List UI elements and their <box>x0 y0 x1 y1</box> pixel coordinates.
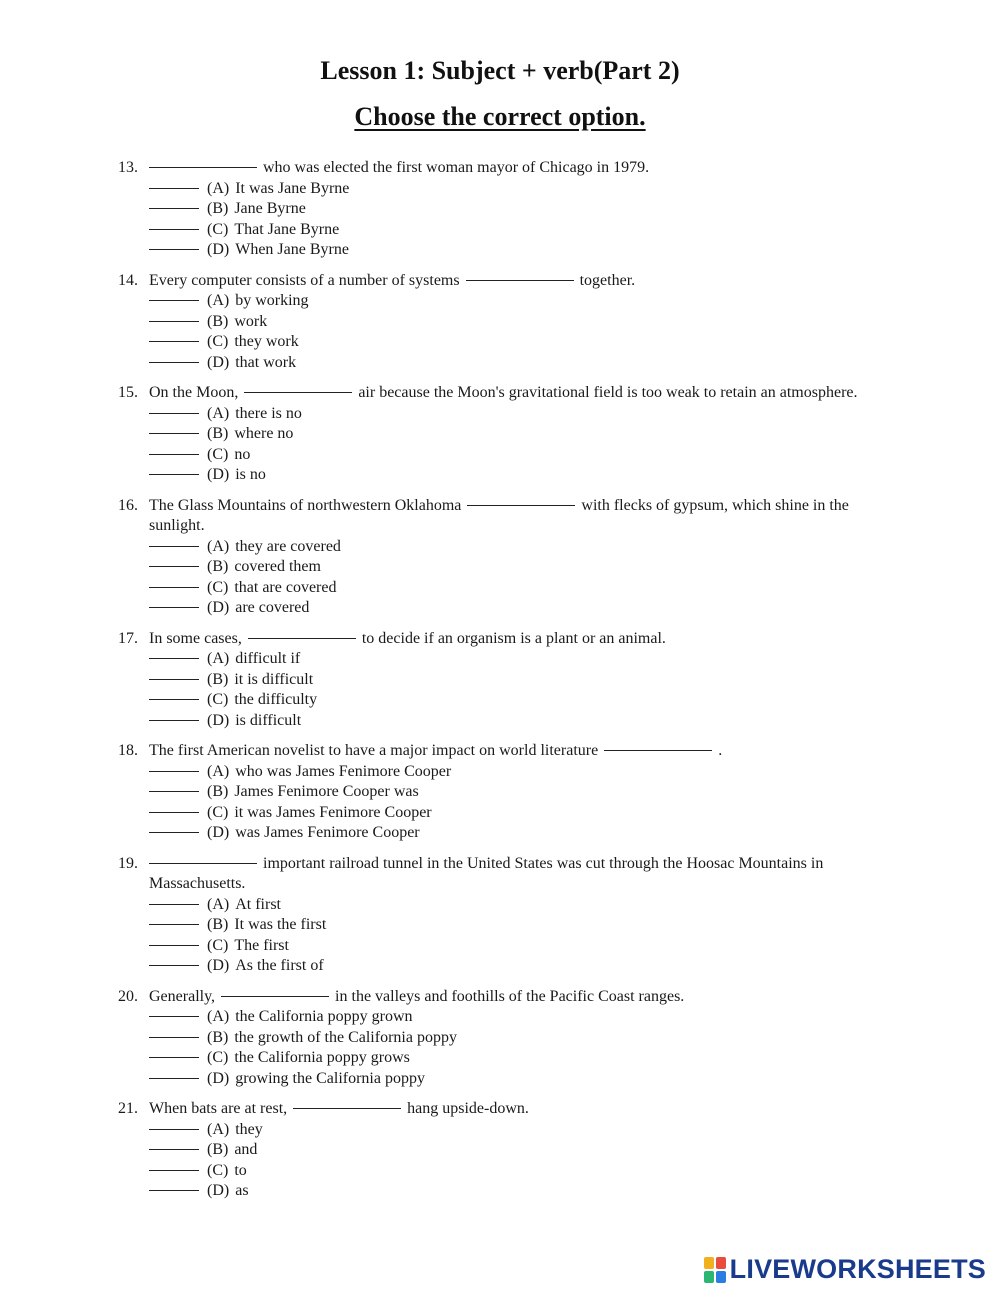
page-title: Lesson 1: Subject + verb(Part 2) <box>320 56 680 85</box>
option-text: that are covered <box>234 578 337 596</box>
answer-option[interactable] <box>118 598 878 619</box>
option-letter: (B) <box>207 558 229 575</box>
question-text <box>149 987 878 1008</box>
option-check-blank[interactable] <box>149 1057 199 1058</box>
stem-after-blank: hang upside-down. <box>407 1100 529 1117</box>
stem-after-blank: important railroad tunnel in the United States was cut through the Hoosac Mountains in Massachusetts. <box>149 854 824 892</box>
option-check-blank[interactable] <box>149 300 199 301</box>
option-text: to <box>234 1161 247 1179</box>
answer-option[interactable] <box>118 782 878 803</box>
option-text: is difficult <box>235 711 302 729</box>
option-check-blank[interactable] <box>149 321 199 322</box>
stem-after-blank: . <box>718 742 723 759</box>
option-text: growing the California poppy <box>235 1069 425 1087</box>
option-check-blank[interactable] <box>149 566 199 567</box>
question-text <box>149 854 878 895</box>
option-check-blank[interactable] <box>149 1190 199 1191</box>
question-text <box>149 741 878 762</box>
question-number: 13. <box>118 159 138 176</box>
option-check-blank[interactable] <box>149 658 199 659</box>
answer-option[interactable] <box>118 1181 878 1202</box>
answer-option[interactable] <box>118 895 878 916</box>
answer-option[interactable] <box>118 240 878 261</box>
option-check-blank[interactable] <box>149 791 199 792</box>
question-number: 14. <box>118 271 138 289</box>
option-check-blank[interactable] <box>149 904 199 905</box>
answer-option[interactable] <box>118 312 878 333</box>
option-letter: (A) <box>207 762 230 780</box>
option-text: At first <box>235 895 281 913</box>
question-text <box>149 629 878 650</box>
logo-text: LIVEWORKSHEETS <box>729 1254 986 1284</box>
answer-option[interactable] <box>118 445 878 466</box>
option-letter: (C) <box>207 1049 229 1066</box>
question-text <box>149 383 878 404</box>
option-letter: (A) <box>207 537 230 555</box>
option-check-blank[interactable] <box>149 474 199 475</box>
option-letter: (D) <box>207 241 230 258</box>
option-text: It was Jane Byrne <box>235 179 350 197</box>
answer-blank <box>149 863 257 864</box>
option-letter: (A) <box>207 404 230 422</box>
stem-before-blank: Every computer consists of a number of systems <box>149 271 460 289</box>
question-stem <box>118 1099 878 1120</box>
option-letter: (C) <box>207 445 229 463</box>
question-stem <box>118 271 878 292</box>
question-13 <box>118 158 878 261</box>
option-text: it was James Fenimore Cooper <box>234 803 432 821</box>
option-letter: (A) <box>207 1120 230 1138</box>
option-check-blank[interactable] <box>149 208 199 209</box>
option-text: the California poppy grows <box>234 1049 410 1066</box>
option-check-blank[interactable] <box>149 607 199 608</box>
logo-mark-square <box>704 1271 714 1283</box>
option-text: no <box>234 445 251 463</box>
answer-option[interactable] <box>118 936 878 957</box>
option-check-blank[interactable] <box>149 679 199 680</box>
stem-after-blank: in the valleys and foothills of the Pacific Coast ranges. <box>335 987 685 1005</box>
question-21 <box>118 1099 878 1202</box>
option-text: That Jane Byrne <box>234 220 340 238</box>
answer-option[interactable] <box>118 956 878 977</box>
option-letter: (C) <box>207 333 229 350</box>
option-letter: (B) <box>207 425 229 442</box>
stem-before-blank: In some cases, <box>149 629 242 647</box>
option-text: is no <box>235 466 266 483</box>
answer-option[interactable] <box>118 1028 878 1049</box>
question-stem <box>118 383 878 404</box>
option-check-blank[interactable] <box>149 546 199 547</box>
answer-option[interactable] <box>118 465 878 486</box>
option-check-blank[interactable] <box>149 229 199 230</box>
question-number: 18. <box>118 742 138 759</box>
option-text: as <box>235 1182 249 1199</box>
option-check-blank[interactable] <box>149 1170 199 1171</box>
option-text: It was the first <box>234 916 327 933</box>
answer-blank <box>221 996 329 997</box>
answer-option[interactable] <box>118 332 878 353</box>
option-check-blank[interactable] <box>149 341 199 342</box>
option-check-blank[interactable] <box>149 1078 199 1079</box>
question-text <box>149 158 878 179</box>
question-number: 19. <box>118 854 138 872</box>
option-letter: (D) <box>207 1182 230 1199</box>
answer-option[interactable] <box>118 179 878 200</box>
answer-option[interactable] <box>118 404 878 425</box>
answer-option[interactable] <box>118 803 878 824</box>
option-text: there is no <box>235 404 302 422</box>
answer-option[interactable] <box>118 1069 878 1090</box>
answer-blank <box>149 167 257 168</box>
answer-option[interactable] <box>118 424 878 445</box>
option-text: by working <box>235 292 309 309</box>
answer-option[interactable] <box>118 291 878 312</box>
question-number: 15. <box>118 384 138 401</box>
answer-blank <box>244 392 352 393</box>
option-text: was James Fenimore Cooper <box>235 824 420 841</box>
answer-option[interactable] <box>118 670 878 691</box>
logo-mark-square <box>704 1257 714 1269</box>
answer-option[interactable] <box>118 711 878 732</box>
option-letter: (B) <box>207 312 229 330</box>
option-check-blank[interactable] <box>149 945 199 946</box>
question-text <box>149 271 878 292</box>
option-text: the difficulty <box>234 691 318 708</box>
answer-option[interactable] <box>118 578 878 599</box>
option-check-blank[interactable] <box>149 1149 199 1150</box>
stem-before-blank: The Glass Mountains of northwestern Oklahoma <box>149 496 462 514</box>
answer-option[interactable] <box>118 1048 878 1069</box>
answer-option[interactable] <box>118 1007 878 1028</box>
answer-blank <box>604 750 712 751</box>
option-letter: (C) <box>207 578 229 596</box>
liveworksheets-logo <box>704 1254 986 1285</box>
option-letter: (D) <box>207 957 230 974</box>
answer-option[interactable] <box>118 557 878 578</box>
option-letter: (C) <box>207 1161 229 1179</box>
answer-option[interactable] <box>118 537 878 558</box>
question-text <box>149 1099 878 1120</box>
option-letter: (A) <box>207 292 230 309</box>
option-check-blank[interactable] <box>149 832 199 833</box>
option-letter: (B) <box>207 916 229 933</box>
option-text: they work <box>234 333 299 350</box>
question-list <box>118 158 878 1212</box>
answer-option[interactable] <box>118 690 878 711</box>
option-text: the California poppy grown <box>235 1008 413 1025</box>
logo-mark-square <box>716 1257 726 1269</box>
question-stem <box>118 854 878 895</box>
answer-option[interactable] <box>118 220 878 241</box>
option-text: As the first of <box>235 957 324 974</box>
question-16 <box>118 496 878 619</box>
answer-blank <box>293 1108 401 1109</box>
option-letter: (B) <box>207 1141 229 1158</box>
answer-blank <box>466 280 574 281</box>
answer-option[interactable] <box>118 1140 878 1161</box>
option-letter: (A) <box>207 895 230 913</box>
option-check-blank[interactable] <box>149 771 199 772</box>
option-text: where no <box>234 425 294 442</box>
option-text: that work <box>235 353 297 371</box>
answer-option[interactable] <box>118 649 878 670</box>
option-check-blank[interactable] <box>149 1037 199 1038</box>
option-letter: (A) <box>207 179 230 197</box>
stem-after-blank: air because the Moon's gravitational field is too weak to retain an atmosphere. <box>358 384 858 401</box>
option-text: they are covered <box>235 537 341 555</box>
stem-before-blank: On the Moon, <box>149 384 239 401</box>
option-letter: (C) <box>207 936 229 954</box>
option-check-blank[interactable] <box>149 924 199 925</box>
stem-before-blank: When bats are at rest, <box>149 1100 288 1117</box>
answer-option[interactable] <box>118 823 878 844</box>
answer-option[interactable] <box>118 353 878 374</box>
question-20 <box>118 987 878 1090</box>
question-number: 16. <box>118 496 138 514</box>
option-letter: (B) <box>207 783 229 800</box>
stem-after-blank: who was elected the first woman mayor of Chicago in 1979. <box>263 159 650 176</box>
option-check-blank[interactable] <box>149 699 199 700</box>
option-letter: (D) <box>207 824 230 841</box>
answer-blank <box>467 505 575 506</box>
option-text: are covered <box>235 599 310 616</box>
option-text: James Fenimore Cooper was <box>234 783 419 800</box>
option-letter: (D) <box>207 1069 230 1087</box>
option-letter: (C) <box>207 803 229 821</box>
stem-before-blank: The first American novelist to have a major impact on world literature <box>149 742 599 759</box>
option-check-blank[interactable] <box>149 1016 199 1017</box>
answer-option[interactable] <box>118 1161 878 1182</box>
logo-mark-icon <box>704 1257 726 1283</box>
question-17 <box>118 629 878 732</box>
option-check-blank[interactable] <box>149 413 199 414</box>
option-check-blank[interactable] <box>149 188 199 189</box>
question-stem <box>118 741 878 762</box>
question-stem <box>118 496 878 537</box>
option-check-blank[interactable] <box>149 812 199 813</box>
stem-before-blank: Generally, <box>149 987 216 1005</box>
option-check-blank[interactable] <box>149 362 199 363</box>
logo-mark-square <box>716 1271 726 1283</box>
question-19 <box>118 854 878 977</box>
option-text: difficult if <box>235 650 301 667</box>
option-check-blank[interactable] <box>149 249 199 250</box>
option-letter: (D) <box>207 353 230 371</box>
question-15 <box>118 383 878 486</box>
option-check-blank[interactable] <box>149 433 199 434</box>
question-18 <box>118 741 878 844</box>
question-stem <box>118 987 878 1008</box>
option-check-blank[interactable] <box>149 965 199 966</box>
question-stem <box>118 629 878 650</box>
option-letter: (C) <box>207 691 229 708</box>
question-text <box>149 496 878 537</box>
option-text: the growth of the California poppy <box>234 1028 457 1046</box>
stem-after-blank: together. <box>579 271 636 289</box>
option-text: they <box>235 1120 263 1138</box>
option-text: it is difficult <box>234 670 314 688</box>
option-letter: (A) <box>207 650 230 667</box>
option-text: and <box>234 1141 258 1158</box>
answer-option[interactable] <box>118 915 878 936</box>
answer-option[interactable] <box>118 199 878 220</box>
option-letter: (B) <box>207 670 229 688</box>
option-check-blank[interactable] <box>149 454 199 455</box>
question-number: 17. <box>118 629 138 647</box>
option-letter: (D) <box>207 599 230 616</box>
option-letter: (B) <box>207 200 229 217</box>
question-number: 20. <box>118 987 138 1005</box>
option-text: who was James Fenimore Cooper <box>235 762 452 780</box>
option-text: Jane Byrne <box>234 200 306 217</box>
question-number: 21. <box>118 1100 138 1117</box>
answer-blank <box>248 638 356 639</box>
option-letter: (B) <box>207 1028 229 1046</box>
option-text: work <box>234 312 268 330</box>
answer-option[interactable] <box>118 1120 878 1141</box>
option-check-blank[interactable] <box>149 720 199 721</box>
question-14 <box>118 271 878 374</box>
option-letter: (A) <box>207 1008 230 1025</box>
option-text: The first <box>234 936 289 954</box>
option-check-blank[interactable] <box>149 1129 199 1130</box>
option-text: covered them <box>234 558 321 575</box>
option-letter: (D) <box>207 466 230 483</box>
option-letter: (C) <box>207 220 229 238</box>
option-check-blank[interactable] <box>149 587 199 588</box>
instructions: Choose the correct option. <box>354 102 646 131</box>
stem-after-blank: to decide if an organism is a plant or an animal. <box>361 629 666 647</box>
question-stem <box>118 158 878 179</box>
answer-option[interactable] <box>118 762 878 783</box>
stem-after-blank: with flecks of gypsum, which shine in the sunlight. <box>149 496 849 534</box>
option-text: When Jane Byrne <box>235 241 349 258</box>
option-letter: (D) <box>207 711 230 729</box>
